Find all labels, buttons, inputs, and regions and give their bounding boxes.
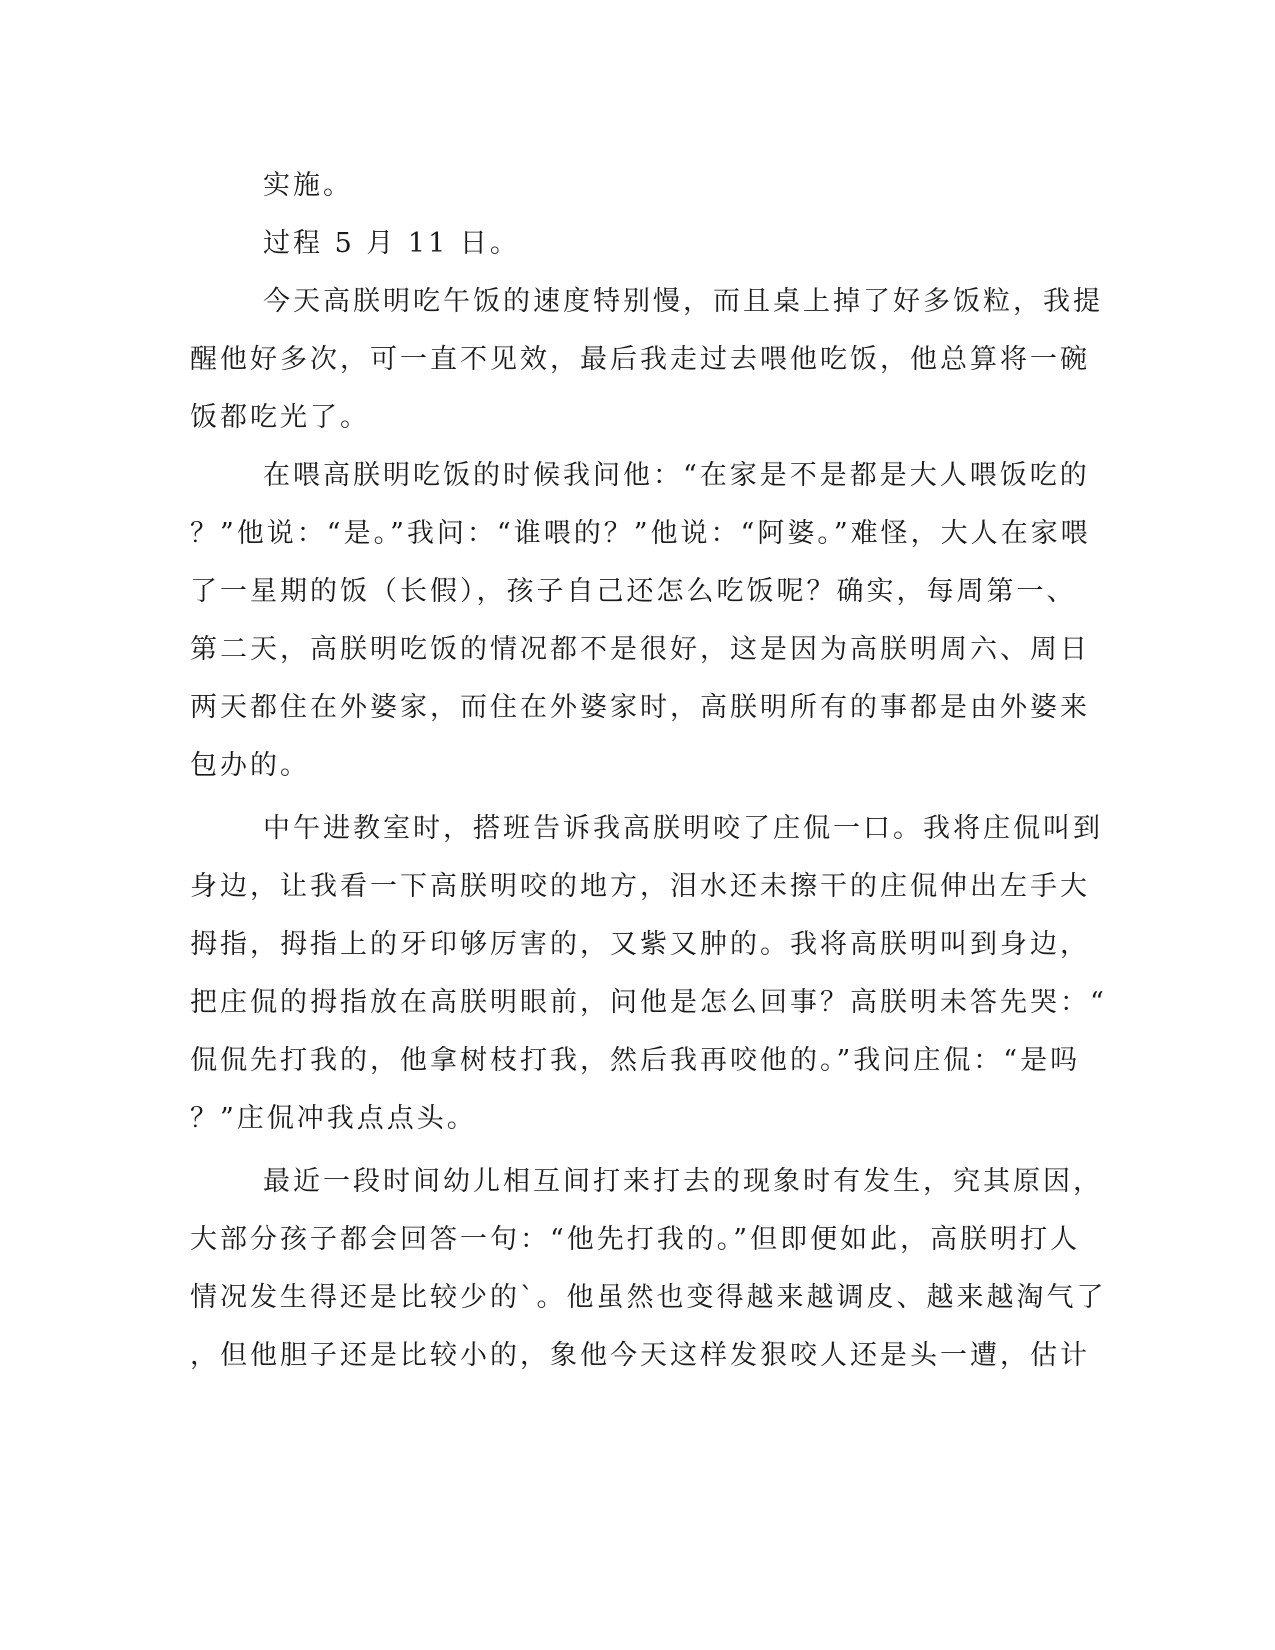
text-line: 情况发生得还是比较少的`。他虽然也变得越来越调皮、越来越淘气了 [190,1282,1107,1313]
text-line: ？”他说：“是。”我问：“谁喂的？”他说：“阿婆。”难怪，大人在家喂 [190,518,1091,549]
text-line: 饭都吃光了。 [190,402,370,433]
text-line: 把庄侃的拇指放在高朕明眼前，问他是怎么回事？高朕明未答先哭：“ [190,987,1107,1018]
text-line: 包办的。 [190,750,310,781]
text-line: 过程 5 月 11 日。 [263,228,520,259]
text-line: ，但他胆子还是比较小的，象他今天这样发狠咬人还是头一遭，估计 [190,1340,1090,1371]
text-line: 了一星期的饭（长假），孩子自己还怎么吃饭呢？确实，每周第一、 [190,576,1077,607]
text-line: 侃侃先打我的，他拿树枝打我，然后我再咬他的。”我问庄侃：“是吗 [190,1045,1081,1076]
paragraph-start-line: 在喂高朕明吃饭的时候我问他：“在家是不是都是大人喂饭吃的 [263,460,1090,491]
text-line: 大部分孩子都会回答一句：“他先打我的。”但即便如此，高朕明打人 [190,1224,1081,1255]
text-line: ？”庄侃冲我点点头。 [190,1103,477,1134]
text-line: 身边，让我看一下高朕明咬的地方，泪水还未擦干的庄侃伸出左手大 [190,871,1090,902]
text-line: 第二天，高朕明吃饭的情况都不是很好，这是因为高朕明周六、周日 [190,634,1090,665]
text-line: 两天都住在外婆家，而住在外婆家时，高朕明所有的事都是由外婆来 [190,692,1090,723]
text-line: 拇指，拇指上的牙印够厉害的，又紫又肿的。我将高朕明叫到身边， [190,929,1090,960]
text-line: 实施。 [263,170,353,201]
paragraph-start-line: 今天高朕明吃午饭的速度特别慢，而且桌上掉了好多饭粒，我提 [263,286,1103,317]
text-line: 醒他好多次，可一直不见效，最后我走过去喂他吃饭，他总算将一碗 [190,344,1090,375]
paragraph-start-line: 中午进教室时，搭班告诉我高朕明咬了庄侃一口。我将庄侃叫到 [263,813,1103,844]
paragraph-start-line: 最近一段时间幼儿相互间打来打去的现象时有发生，究其原因， [263,1166,1103,1197]
